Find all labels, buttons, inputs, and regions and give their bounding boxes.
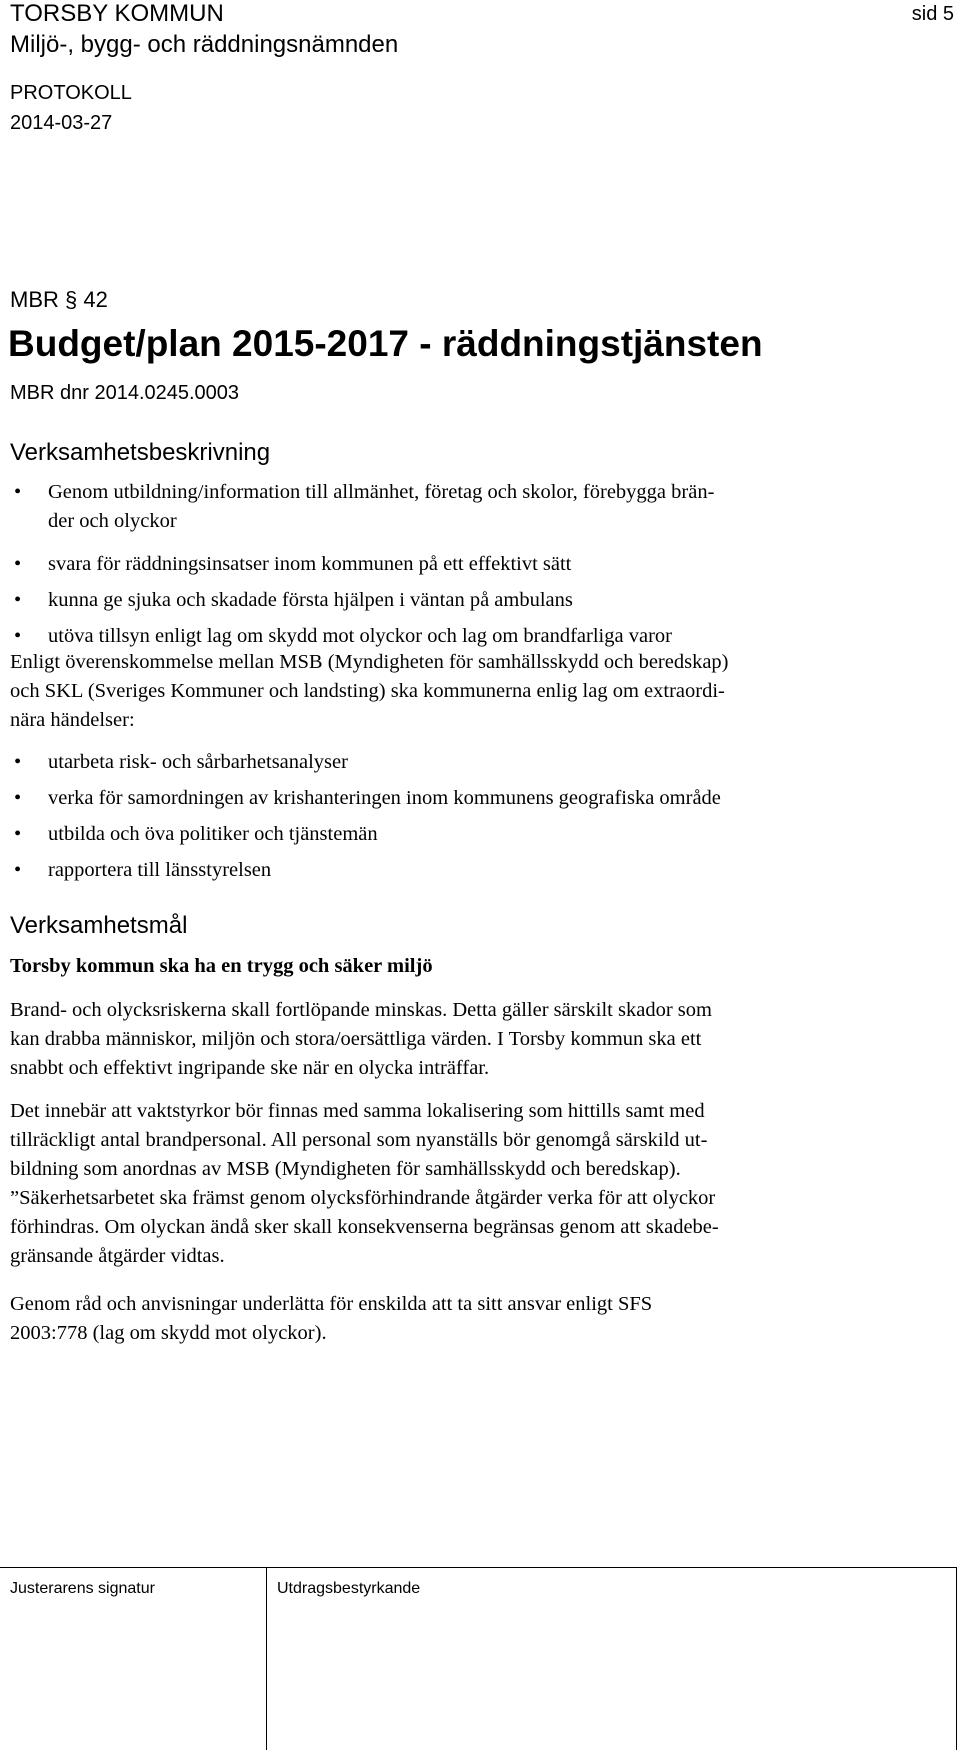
- footer-divider-right: [956, 1567, 957, 1750]
- paragraph-line: Genom råd och anvisningar underlätta för enskilda att ta sitt ansvar enligt SFS: [10, 1293, 653, 1315]
- page-number: sid 5: [911, 3, 954, 25]
- list-item-text: der och olyckor: [48, 510, 177, 532]
- list-item-text: utbilda och öva politiker och tjänstemän: [48, 823, 378, 845]
- signature-box: [0, 1567, 266, 1750]
- list-item-text: svara för räddningsinsatser inom kommunen på ett effektivt sätt: [48, 553, 572, 575]
- goal-statement: Torsby kommun ska ha en trygg och säker miljö: [10, 955, 433, 977]
- list-item-text: verka för samordningen av krishanteringen inom kommunens geografiska område: [48, 787, 721, 809]
- paragraph-line: tillräckligt antal brandpersonal. All personal som nyanställs bör genomgå särskild ut-: [10, 1129, 708, 1151]
- list-item: [10, 550, 910, 586]
- goal-paragraph-2: [10, 1097, 915, 1271]
- bullet-icon: •: [14, 823, 22, 845]
- duties-list: [10, 748, 910, 892]
- list-item-text: utöva tillsyn enligt lag om skydd mot olyckor och lag om brandfarliga varor: [48, 625, 672, 647]
- committee-name: Miljö-, bygg- och räddningsnämnden: [10, 31, 399, 58]
- bullet-icon: •: [14, 625, 22, 647]
- list-item-text: rapportera till länsstyrelsen: [48, 859, 272, 881]
- goal-paragraph-3: [10, 1290, 915, 1348]
- paragraph-line: ”Säkerhetsarbetet ska främst genom olycksförhindrande åtgärder verka för att olyckor: [10, 1187, 716, 1209]
- section-heading-goals: Verksamhetsmål: [10, 912, 188, 939]
- certification-box: [267, 1567, 956, 1750]
- document-type: PROTOKOLL: [10, 82, 132, 104]
- page-title: Budget/plan 2015-2017 - räddningstjänsten: [8, 323, 763, 364]
- bullet-icon: •: [14, 589, 22, 611]
- paragraph-line: bildning som anordnas av MSB (Myndigheten för samhällsskydd och beredskap).: [10, 1158, 681, 1180]
- list-item-text: Genom utbildning/information till allmänhet, företag och skolor, förebygga brän-: [48, 481, 715, 503]
- organization-name: TORSBY KOMMUN: [10, 0, 224, 27]
- paragraph-number: MBR § 42: [10, 287, 108, 312]
- document-date: 2014-03-27: [10, 112, 113, 134]
- activity-list: [10, 478, 910, 658]
- paragraph-line: 2003:778 (lag om skydd mot olyckor).: [10, 1322, 327, 1344]
- paragraph-line: nära händelser:: [10, 709, 135, 731]
- list-item: [10, 820, 910, 856]
- signature-label: Justerarens signatur: [10, 1580, 155, 1597]
- footer-signature-area: [0, 1567, 960, 1750]
- section-heading-description: Verksamhetsbeskrivning: [10, 439, 271, 466]
- paragraph-line: Det innebär att vaktstyrkor bör finnas med samma lokalisering som hittills samt med: [10, 1100, 705, 1122]
- list-item-text: utarbeta risk- och sårbarhetsanalyser: [48, 751, 348, 773]
- bullet-icon: •: [14, 481, 22, 503]
- list-item: [10, 586, 910, 622]
- list-item: [10, 784, 910, 820]
- paragraph-line: Enligt överenskommelse mellan MSB (Myndigheten för samhällsskydd och beredskap): [10, 651, 729, 673]
- goal-paragraph-1: [10, 996, 915, 1083]
- certification-label: Utdragsbestyrkande: [277, 1580, 421, 1597]
- paragraph-line: gränsande åtgärder vidtas.: [10, 1245, 225, 1267]
- agreement-paragraph: [10, 648, 915, 735]
- list-item: [10, 856, 910, 892]
- list-item: [10, 748, 910, 784]
- bullet-icon: •: [14, 859, 22, 881]
- bullet-icon: •: [14, 553, 22, 575]
- paragraph-line: och SKL (Sveriges Kommuner och landsting) ska kommunerna enlig lag om extraordi-: [10, 680, 725, 702]
- paragraph-line: kan drabba människor, miljön och stora/oersättliga värden. I Torsby kommun ska ett: [10, 1028, 702, 1050]
- bullet-icon: •: [14, 751, 22, 773]
- list-item-text: kunna ge sjuka och skadade första hjälpen i väntan på ambulans: [48, 589, 573, 611]
- list-item: [10, 478, 910, 550]
- reference-number: MBR dnr 2014.0245.0003: [10, 382, 240, 404]
- bullet-icon: •: [14, 787, 22, 809]
- paragraph-line: snabbt och effektivt ingripande ske när en olycka inträffar.: [10, 1057, 490, 1079]
- paragraph-line: förhindras. Om olyckan ändå sker skall konsekvenserna begränsas genom att skadebe-: [10, 1216, 719, 1238]
- paragraph-line: Brand- och olycksriskerna skall fortlöpande minskas. Detta gäller särskilt skador som: [10, 999, 712, 1021]
